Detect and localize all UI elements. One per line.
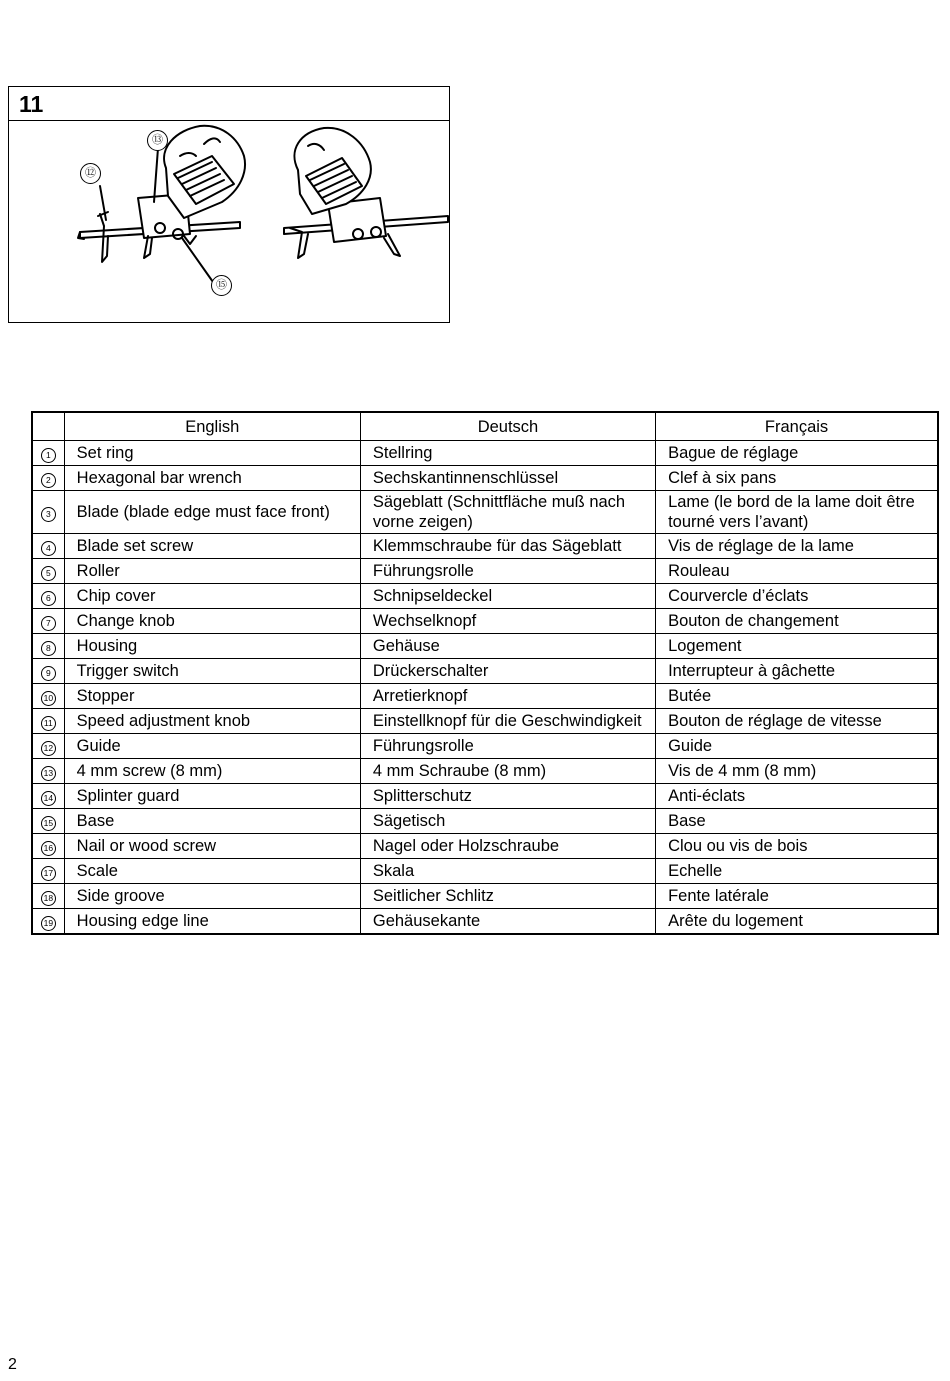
part-name-deutsch-cell: 4 mm Schraube (8 mm) <box>360 759 655 784</box>
figure-number: 11 <box>8 86 54 120</box>
table-row <box>32 609 938 634</box>
part-name-francais-cell: Arête du logement <box>656 909 938 934</box>
part-number-badge: 9 <box>41 666 56 681</box>
part-name-english-cell: Blade set screw <box>64 534 360 559</box>
table-row <box>32 734 938 759</box>
part-name-english-cell: Nail or wood screw <box>64 834 360 859</box>
part-number-badge: 7 <box>41 616 56 631</box>
part-name-francais-cell: Logement <box>656 634 938 659</box>
table-row <box>32 491 938 534</box>
part-number-badge: 16 <box>41 841 56 856</box>
part-name-deutsch-cell: Stellring <box>360 441 655 466</box>
part-name-english-cell: Blade (blade edge must face front) <box>64 491 360 534</box>
part-number-badge: 4 <box>41 541 56 556</box>
table-row <box>32 759 938 784</box>
part-number-badge: 10 <box>41 691 56 706</box>
part-number-cell <box>32 734 64 759</box>
part-number-cell <box>32 441 64 466</box>
part-number-badge: 6 <box>41 591 56 606</box>
part-number-badge: 1 <box>41 448 56 463</box>
part-number-badge: 2 <box>41 473 56 488</box>
part-name-deutsch-cell: Gehäuse <box>360 634 655 659</box>
table-row <box>32 559 938 584</box>
part-name-english-cell: Hexagonal bar wrench <box>64 466 360 491</box>
part-name-deutsch-cell: Seitlicher Schlitz <box>360 884 655 909</box>
table-row <box>32 784 938 809</box>
part-name-english-cell: Housing edge line <box>64 909 360 934</box>
part-number-badge: 17 <box>41 866 56 881</box>
part-number-cell <box>32 609 64 634</box>
part-name-deutsch-cell: Führungsrolle <box>360 734 655 759</box>
callout-12: ⑫ <box>80 163 101 184</box>
part-name-deutsch-cell: Führungsrolle <box>360 559 655 584</box>
table-row <box>32 709 938 734</box>
part-name-francais-cell: Bouton de réglage de vitesse <box>656 709 938 734</box>
callout-15: ⑮ <box>211 275 232 296</box>
part-name-english-cell: Trigger switch <box>64 659 360 684</box>
header-english: English <box>64 412 360 441</box>
part-number-cell <box>32 709 64 734</box>
page-number: 2 <box>8 1356 17 1373</box>
part-name-deutsch-cell: Sechskantinnenschlüssel <box>360 466 655 491</box>
header-number <box>32 412 64 441</box>
table-row <box>32 909 938 934</box>
part-name-francais-cell: Interrupteur à gâchette <box>656 659 938 684</box>
part-number-badge: 12 <box>41 741 56 756</box>
part-number-badge: 18 <box>41 891 56 906</box>
part-name-deutsch-cell: Drückerschalter <box>360 659 655 684</box>
part-number-badge: 19 <box>41 916 56 931</box>
part-name-english-cell: Scale <box>64 859 360 884</box>
table-row <box>32 634 938 659</box>
table-row <box>32 809 938 834</box>
table-header-row <box>32 412 938 441</box>
part-number-badge: 5 <box>41 566 56 581</box>
table-row <box>32 441 938 466</box>
part-name-english-cell: Housing <box>64 634 360 659</box>
callout-13: ⑬ <box>147 130 168 151</box>
table-row <box>32 834 938 859</box>
table-row <box>32 534 938 559</box>
part-name-english-cell: Roller <box>64 559 360 584</box>
table-row <box>32 584 938 609</box>
part-name-english-cell: Speed adjustment knob <box>64 709 360 734</box>
part-number-cell <box>32 466 64 491</box>
part-number-cell <box>32 884 64 909</box>
table-row <box>32 466 938 491</box>
part-number-cell <box>32 584 64 609</box>
part-name-deutsch-cell: Gehäusekante <box>360 909 655 934</box>
part-number-badge: 13 <box>41 766 56 781</box>
part-number-cell <box>32 859 64 884</box>
part-name-english-cell: Guide <box>64 734 360 759</box>
part-name-francais-cell: Vis de 4 mm (8 mm) <box>656 759 938 784</box>
part-name-deutsch-cell: Klemmschraube für das Sägeblatt <box>360 534 655 559</box>
part-name-francais-cell: Guide <box>656 734 938 759</box>
table-row <box>32 684 938 709</box>
part-number-badge: 8 <box>41 641 56 656</box>
part-name-english-cell: Chip cover <box>64 584 360 609</box>
part-name-francais-cell: Rouleau <box>656 559 938 584</box>
part-number-badge: 15 <box>41 816 56 831</box>
part-name-francais-cell: Courvercle d’éclats <box>656 584 938 609</box>
part-name-francais-cell: Butée <box>656 684 938 709</box>
part-number-cell <box>32 684 64 709</box>
part-number-badge: 11 <box>41 716 56 731</box>
part-name-francais-cell: Fente latérale <box>656 884 938 909</box>
part-number-cell <box>32 491 64 534</box>
table-row <box>32 884 938 909</box>
part-number-cell <box>32 834 64 859</box>
part-name-english-cell: Splinter guard <box>64 784 360 809</box>
part-name-deutsch-cell: Wechselknopf <box>360 609 655 634</box>
part-name-deutsch-cell: Splitterschutz <box>360 784 655 809</box>
part-name-deutsch-cell: Nagel oder Holzschraube <box>360 834 655 859</box>
table-row <box>32 859 938 884</box>
part-name-francais-cell: Clef à six pans <box>656 466 938 491</box>
part-number-cell <box>32 809 64 834</box>
part-name-english-cell: Base <box>64 809 360 834</box>
part-number-cell <box>32 759 64 784</box>
header-francais: Français <box>656 412 938 441</box>
part-name-english-cell: Side groove <box>64 884 360 909</box>
part-number-cell <box>32 784 64 809</box>
part-name-francais-cell: Vis de réglage de la lame <box>656 534 938 559</box>
part-number-badge: 3 <box>41 507 56 522</box>
part-name-english-cell: Change knob <box>64 609 360 634</box>
part-name-deutsch-cell: Sägeblatt (Schnittfläche muß nach vorne zeigen) <box>360 491 655 534</box>
part-name-francais-cell: Echelle <box>656 859 938 884</box>
part-name-english-cell: 4 mm screw (8 mm) <box>64 759 360 784</box>
part-name-francais-cell: Clou ou vis de bois <box>656 834 938 859</box>
part-name-deutsch-cell: Arretierknopf <box>360 684 655 709</box>
part-number-cell <box>32 909 64 934</box>
part-name-deutsch-cell: Sägetisch <box>360 809 655 834</box>
part-name-deutsch-cell: Skala <box>360 859 655 884</box>
part-name-francais-cell: Base <box>656 809 938 834</box>
part-number-cell <box>32 559 64 584</box>
part-name-english-cell: Stopper <box>64 684 360 709</box>
table-row <box>32 659 938 684</box>
part-name-francais-cell: Lame (le bord de la lame doit être tourné vers l’avant) <box>656 491 938 534</box>
part-name-francais-cell: Anti-éclats <box>656 784 938 809</box>
part-number-cell <box>32 634 64 659</box>
part-name-english-cell: Set ring <box>64 441 360 466</box>
part-name-francais-cell: Bouton de changement <box>656 609 938 634</box>
part-name-deutsch-cell: Einstellknopf für die Geschwindigkeit <box>360 709 655 734</box>
part-name-francais-cell: Bague de réglage <box>656 441 938 466</box>
header-deutsch: Deutsch <box>360 412 655 441</box>
parts-table <box>31 411 939 935</box>
part-name-deutsch-cell: Schnipseldeckel <box>360 584 655 609</box>
part-number-badge: 14 <box>41 791 56 806</box>
part-number-cell <box>32 534 64 559</box>
part-number-cell <box>32 659 64 684</box>
